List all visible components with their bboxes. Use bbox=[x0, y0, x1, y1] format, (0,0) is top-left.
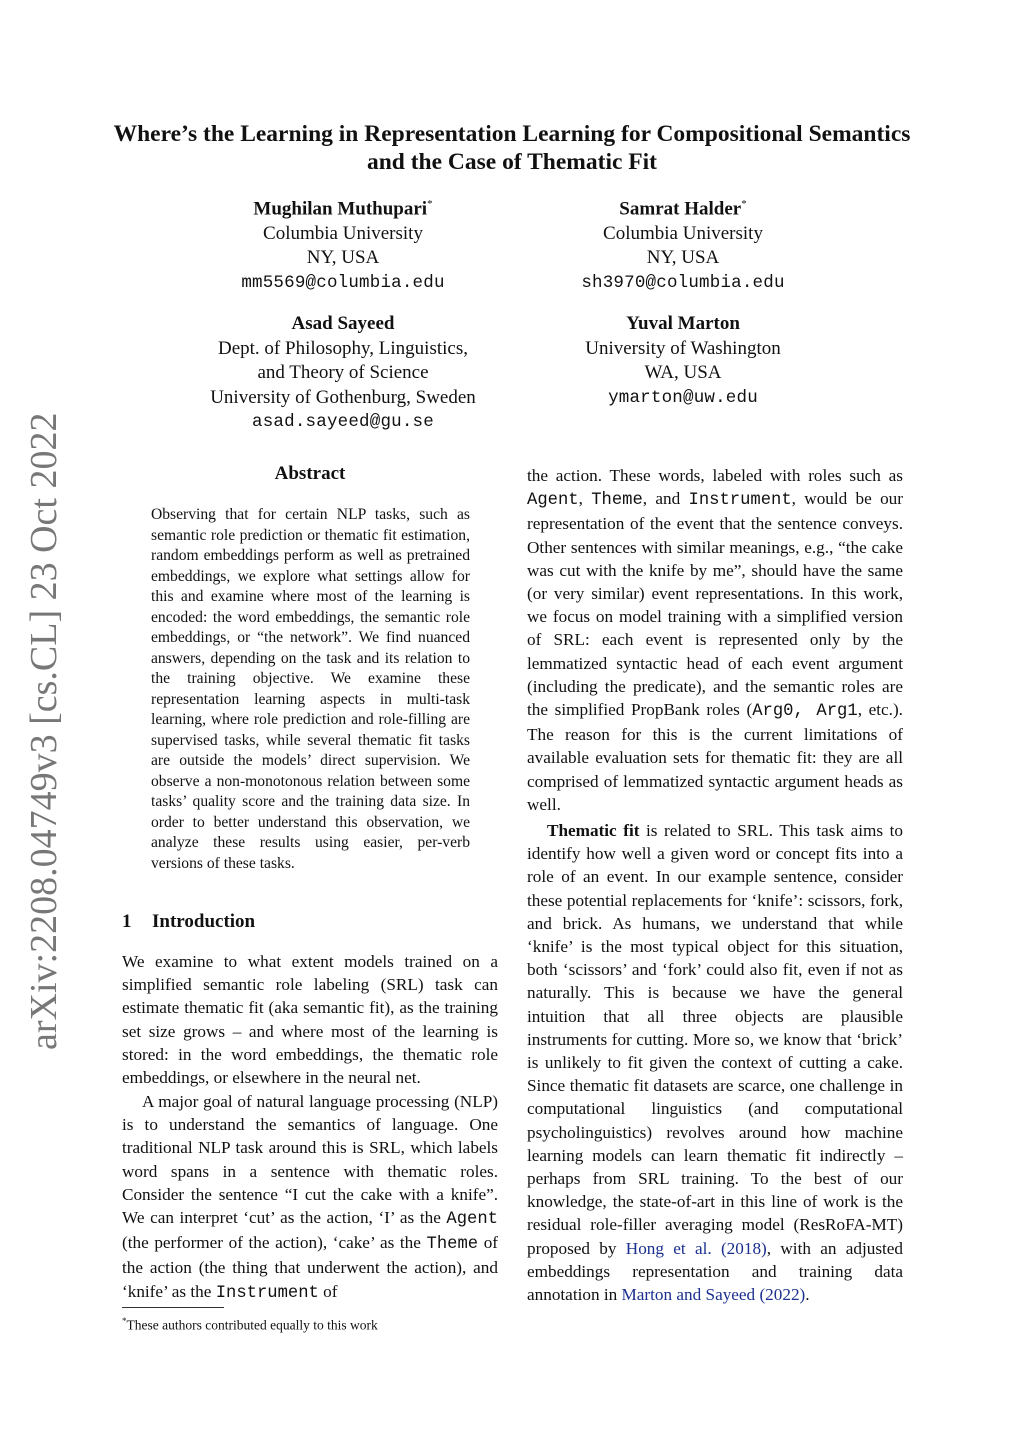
citation-link-hong[interactable]: Hong et al. (2018) bbox=[625, 1238, 767, 1258]
author-name: Asad Sayeed bbox=[291, 313, 395, 334]
author-block-3 bbox=[180, 312, 506, 435]
author-email[interactable]: ymarton@uw.edu bbox=[608, 387, 758, 408]
author-name: Samrat Halder bbox=[619, 198, 742, 220]
author-affiliation: Columbia University bbox=[263, 222, 423, 244]
text-run: of bbox=[323, 1281, 338, 1301]
section-number: 1 bbox=[122, 911, 132, 932]
footnote-text: These authors contributed equally to this work bbox=[126, 1317, 378, 1333]
intro-paragraph-2 bbox=[122, 1090, 498, 1305]
author-name: Mughilan Muthupari bbox=[253, 198, 428, 220]
role-agent: Agent bbox=[446, 1210, 498, 1230]
text-run: A major goal of natural language processing (NLP) is to understand the semantics of language. One traditional NLP task around this is SRL, which labels word spans in a sentence with thematic roles. Consider the sentence “I cut the cake with a knife”. We can interpret ‘cut’ as the action, ‘I’ as the bbox=[122, 1092, 498, 1228]
author-affiliation-line2: and Theory of Science bbox=[257, 362, 429, 383]
footnote-mark: * bbox=[122, 1316, 127, 1326]
author-block-1 bbox=[190, 192, 496, 295]
thematic-fit-term: Thematic fit bbox=[547, 821, 640, 840]
right-paragraph-1 bbox=[527, 464, 903, 816]
text-run: is related to SRL. This task aims to identify how well a given word or concept fits into a role of an event. In our example sentence, consider these potential replacements for ‘knife’: scissors, fork, and brick. As humans, we understand that while ‘knife’ is the most typical object for this situation, both ‘scissors’ and ‘fork’ could also fit, even if not as naturally. This is because we have the general intuition that all three objects are plausible instruments for cutting. More so, we know that ‘brick’ is unlikely to fit given the context of cutting a cake. Since thematic fit datasets are scarce, one challenge in computational linguistics (and computational psycholinguistics) revolves around how machine learning models can learn thematic fit indirectly – perhaps from SRL training. To the best of our knowledge, the state-of-art in this line of work is the residual role-filler averaging model (ResRoFA-MT) proposed by bbox=[527, 821, 903, 1258]
text-run: , with an adjusted embeddings representation and training data annotation in bbox=[527, 1238, 904, 1305]
author-affiliation: Columbia University bbox=[603, 222, 763, 244]
author-location: University of Gothenburg, Sweden bbox=[210, 386, 476, 408]
paper-title: Where’s the Learning in Representation Learning for Compositional Semantics and the Case of Thematic Fit bbox=[113, 121, 911, 175]
author-email[interactable]: sh3970@columbia.edu bbox=[581, 272, 785, 293]
text-run: , and bbox=[642, 489, 681, 509]
intro-paragraph-1: We examine to what extent models trained on a simplified semantic role labeling (SRL) task can estimate thematic fit (aka semantic fit), as the training set size grows – and where most of the learning is stored: in the word embeddings, the thematic role embeddings, or elsewhere in the neural net. bbox=[122, 952, 498, 1088]
author-email[interactable]: mm5569@columbia.edu bbox=[241, 272, 445, 293]
text-run: (the performer of the action), ‘cake’ as the bbox=[122, 1233, 421, 1253]
role-instrument: Instrument bbox=[215, 1283, 319, 1303]
text-run: . bbox=[805, 1285, 810, 1305]
text-run: , bbox=[578, 489, 583, 509]
author-affiliation: Dept. of Philosophy, Linguistics, bbox=[218, 337, 468, 359]
text-run: of the action (the thing that underwent the action), and ‘knife’ as the bbox=[122, 1233, 499, 1301]
footnote-divider bbox=[122, 1307, 224, 1308]
role-agent: Agent bbox=[527, 491, 579, 511]
author-block-2 bbox=[530, 192, 836, 295]
role-theme: Theme bbox=[591, 491, 643, 511]
author-affiliation: University of Washington bbox=[585, 337, 781, 359]
equal-contribution-mark: * bbox=[427, 198, 433, 210]
author-block-4 bbox=[530, 312, 836, 410]
role-instrument: Instrument bbox=[688, 491, 792, 511]
author-location: NY, USA bbox=[646, 247, 720, 269]
author-name: Yuval Marton bbox=[626, 313, 740, 334]
citation-link-marton[interactable]: Marton and Sayeed (2022) bbox=[621, 1285, 806, 1305]
text-run: , etc.). The reason for this is the current limitations of available evaluation sets for thematic fit: they are all comprised of lemmatized syntactic argument heads as well. bbox=[527, 700, 903, 814]
arxiv-stamp: arXiv:2208.04749v3 [cs.CL] 23 Oct 2022 bbox=[23, 412, 65, 1050]
author-location: WA, USA bbox=[644, 362, 722, 383]
abstract-heading: Abstract bbox=[274, 463, 346, 484]
abstract-body: Observing that for certain NLP tasks, such as semantic role prediction or thematic fit estimation, random embeddings perform as well as pretrained embeddings, we explore what settings allow for this and examine where most of the learning is encoded: the word embeddings, the semantic role embeddings, or “the network”. We find nuanced answers, depending on the task and its relation to the training objective. We examine these representation learning aspects in multi-task learning, where role prediction and role-filling are supervised tasks, while several thematic fit tasks are outside the models’ direct supervision. We observe a non-monotonous relation between some tasks’ quality score and the training data size. In order to better understand this observation, we analyze these results using easier, per-verb versions of these tasks. bbox=[151, 506, 470, 872]
author-location: NY, USA bbox=[306, 247, 380, 269]
footnote bbox=[122, 1312, 498, 1335]
section-title: Introduction bbox=[152, 911, 256, 932]
section-heading-introduction bbox=[122, 911, 255, 933]
author-email[interactable]: asad.sayeed@gu.se bbox=[252, 412, 434, 432]
role-theme: Theme bbox=[426, 1235, 479, 1255]
role-args: Arg0, Arg1 bbox=[752, 702, 858, 722]
text-run: the action. These words, labeled with roles such as bbox=[527, 466, 903, 485]
right-paragraph-2 bbox=[527, 819, 903, 1306]
equal-contribution-mark: * bbox=[741, 198, 747, 210]
text-run: , would be our representation of the event that the sentence conveys. Other sentences with similar meanings, e.g., “the cake was cut with the knife by me”, should have the same (or very similar) event representations. In this work, we focus on model training with a simplified version of SRL: each event is represented only by the lemmatized syntactic head of each event argument (including the predicate), and the semantic roles are the simplified PropBank roles ( bbox=[527, 489, 904, 720]
